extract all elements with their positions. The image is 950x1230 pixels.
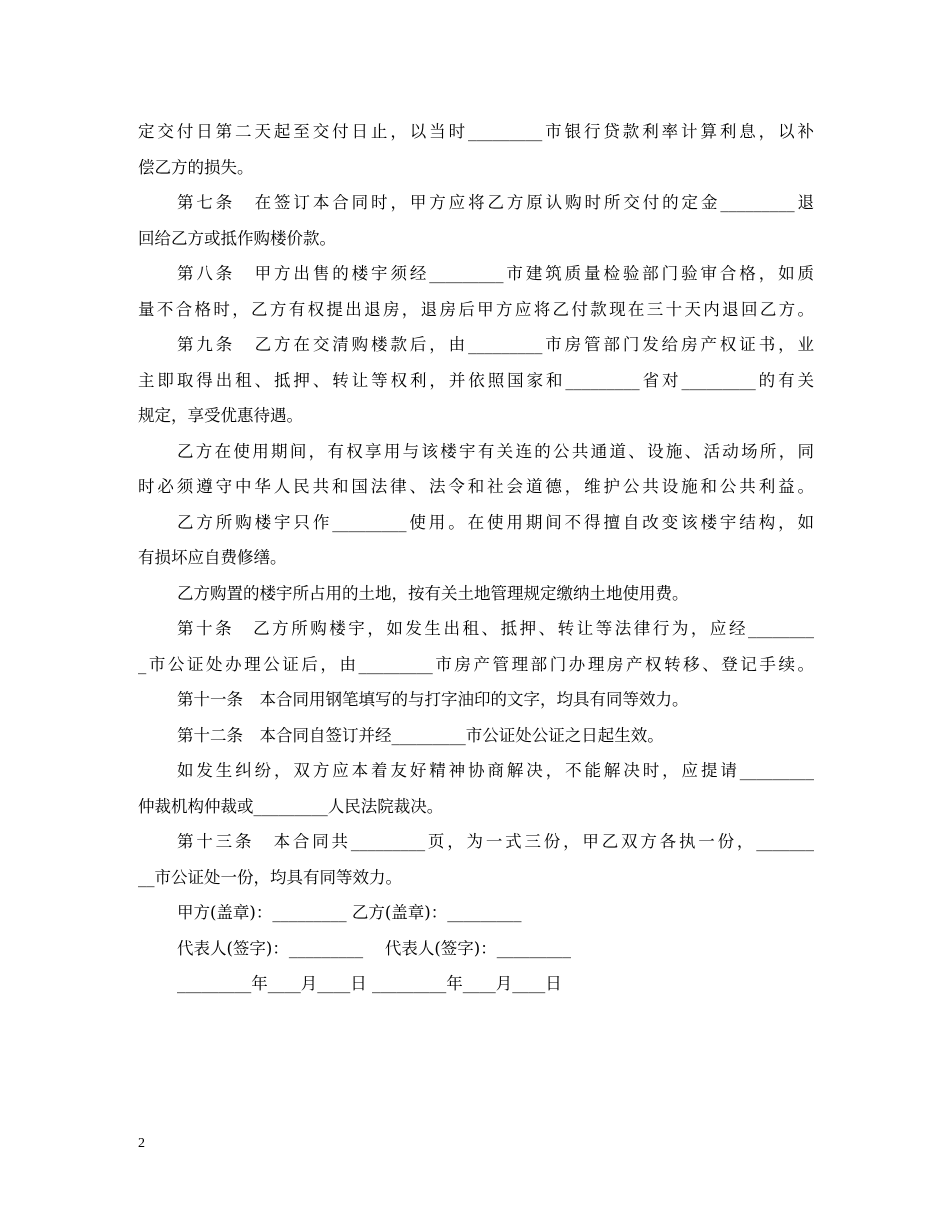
page-number: 2 — [138, 1136, 145, 1151]
seal-line: 甲方(盖章)：_________ 乙方(盖章)：_________ — [177, 903, 522, 922]
text-line: __市公证处一份，均具有同等效力。 — [138, 867, 402, 887]
clause-8: 第八条 甲方出售的楼宇须经_________市建筑质量检验部门验审合格，如质 — [177, 264, 814, 283]
text-line: _市公证处办理公证后，由_________市房产管理部门办理房产权转移、登记手续。 — [138, 654, 814, 674]
clause-11: 第十一条 本合同用钢笔填写的与打字油印的文字，均具有同等效力。 — [177, 690, 689, 709]
clause-13: 第十三条 本合同共_________页，为一式三份，甲乙双方各执一份，_______ — [177, 832, 814, 851]
contract-body — [138, 114, 814, 1002]
paragraph: 乙方在使用期间，有权享用与该楼宇有关连的公共通道、设施、活动场所，同 — [177, 441, 814, 461]
text-line: 规定，享受优惠待遇。 — [138, 406, 303, 425]
text-line: 定交付日第二天起至交付日止，以当时_________市银行贷款利率计算利息，以补 — [138, 122, 814, 141]
clause-7: 第七条 在签订本合同时，甲方应将乙方原认购时所交付的定金_________退 — [177, 193, 814, 212]
paragraph: 如发生纠纷，双方应本着友好精神协商解决，不能解决时，应提请_________ — [177, 761, 814, 780]
text-line: 偿乙方的损失。 — [138, 157, 254, 177]
text-line: 时必须遵守中华人民共和国法律、法令和社会道德，维护公共设施和公共利益。 — [138, 477, 814, 496]
clause-12: 第十二条 本合同自签订并经_________市公证处公证之日起生效。 — [177, 725, 664, 745]
clause-10: 第十条 乙方所购楼宇，如发生出租、抵押、转让等法律行为，应经________ — [177, 619, 814, 638]
paragraph: 乙方所购楼宇只作_________使用。在使用期间不得擅自改变该楼宇结构，如 — [177, 512, 814, 532]
date-line: _________年____月____日 _________年____月____日 — [177, 974, 562, 993]
text-line: 主即取得出租、抵押、转让等权利，并依照国家和_________省对_________的有关 — [138, 370, 814, 390]
paragraph: 乙方购置的楼宇所占用的土地，按有关土地管理规定缴纳土地使用费。 — [177, 583, 689, 603]
clause-9: 第九条 乙方在交清购楼款后，由_________市房管部门发给房产权证书，业 — [177, 335, 814, 354]
text-line: 仲裁机构仲裁或_________人民法院裁决。 — [138, 796, 444, 816]
signature-line: 代表人(签字)：_________ 代表人(签字)：_________ — [177, 938, 571, 958]
text-line: 回给乙方或抵作购楼价款。 — [138, 228, 336, 248]
text-line: 有损坏应自费修缮。 — [138, 548, 287, 567]
text-line: 量不合格时，乙方有权提出退房，退房后甲方应将乙付款现在三十天内退回乙方。 — [138, 299, 814, 319]
